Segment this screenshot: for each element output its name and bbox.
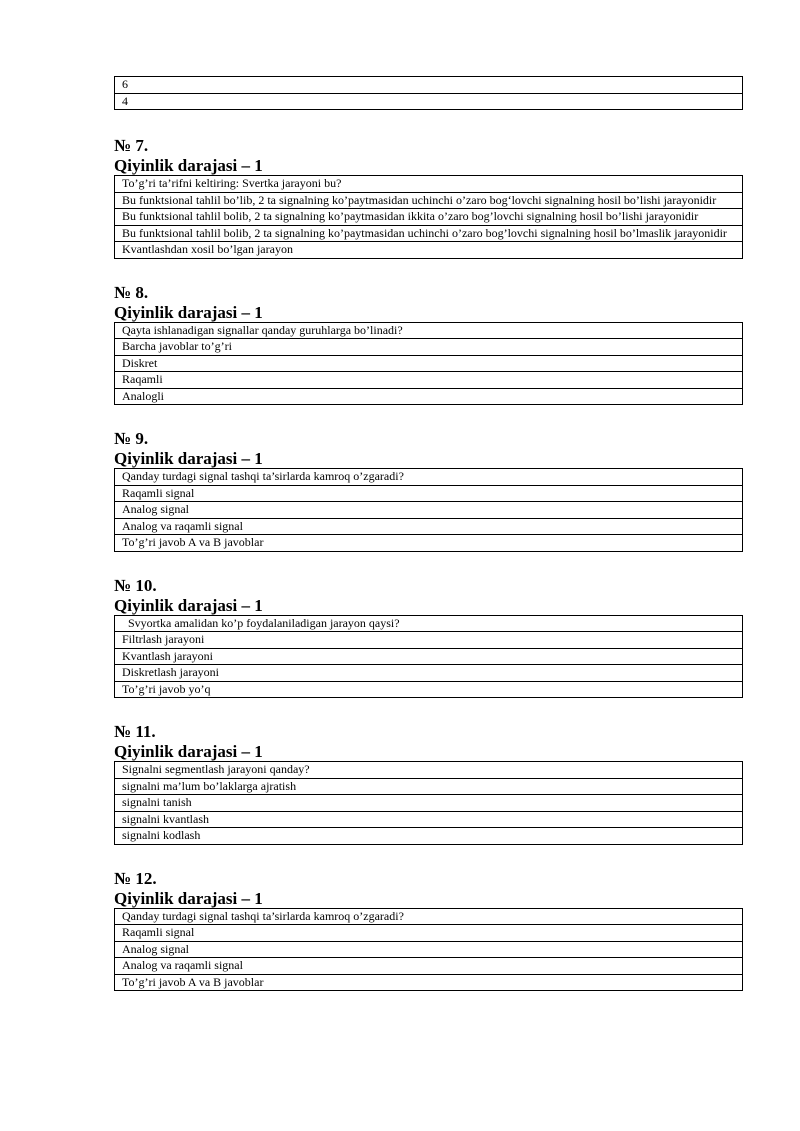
answer-row (115, 941, 743, 958)
answer-option: Bu funktsional tahlil bo’lib, 2 ta signalning ko’paytmasidan uchinchi o’zaro bog‘lovchi signalning hosil bo’lishi jarayonidir (115, 192, 743, 209)
answer-row (115, 518, 743, 535)
question-text: Qanday turdagi signal tashqi ta’sirlarda kamroq o’zgaradi? (115, 469, 743, 486)
question-table (114, 761, 743, 845)
difficulty-level: Qiyinlik darajasi – 1 (114, 888, 263, 908)
answer-option: Filtrlash jarayoni (115, 632, 743, 649)
answer-row (115, 242, 743, 259)
question-number: № 7. (114, 136, 149, 155)
question-number: № 12. (114, 868, 157, 888)
answer-option: Raqamli (115, 372, 743, 389)
question-row (115, 615, 743, 632)
answer-row (115, 355, 743, 372)
question-row (115, 762, 743, 779)
question-row (115, 176, 743, 193)
answer-row (115, 225, 743, 242)
answer-row (115, 925, 743, 942)
difficulty-level: Qiyinlik darajasi – 1 (114, 595, 263, 615)
question-number: № 8. (114, 282, 149, 302)
answer-option: Bu funktsional tahlil bolib, 2 ta signalning ko’paytmasidan uchinchi o’zaro bog’lovchi signalning hosil bo’lmaslik jarayonidir (115, 225, 743, 242)
answer-row (115, 372, 743, 389)
question-text: To’g’ri ta’rifni keltiring: Svertka jarayoni bu? (115, 176, 743, 193)
answer-option: Analog signal (115, 502, 743, 519)
question-table (114, 322, 743, 406)
answer-option: Kvantlash jarayoni (115, 648, 743, 665)
answer-row (115, 209, 743, 226)
question-number: № 11. (114, 722, 156, 741)
table-cell: 6 (115, 77, 743, 94)
difficulty-level: Qiyinlik darajasi – 1 (114, 449, 263, 468)
question-row (115, 908, 743, 925)
question-text: Qayta ishlanadigan signallar qanday guruhlarga bo’linadi? (115, 322, 743, 339)
answer-row (115, 811, 743, 828)
answer-option: To’g’ri javob A va B javoblar (115, 535, 743, 552)
question-block (114, 869, 743, 992)
table-row (115, 77, 743, 94)
question-block (114, 576, 743, 699)
question-block (114, 722, 743, 845)
answer-row (115, 958, 743, 975)
question-row (115, 322, 743, 339)
answer-row (115, 192, 743, 209)
answer-table-top (114, 76, 743, 110)
answer-option: Barcha javoblar to’g’ri (115, 339, 743, 356)
question-table (114, 175, 743, 259)
table-cell: 4 (115, 93, 743, 110)
answer-row (115, 795, 743, 812)
answer-option: To’g’ri javob A va B javoblar (115, 974, 743, 991)
answer-option: Analog signal (115, 941, 743, 958)
table-row (115, 93, 743, 110)
answer-option: Bu funktsional tahlil bolib, 2 ta signalning ko’paytmasidan ikkita o’zaro bog’lovchi signalning hosil bo’lishi jarayonidir (115, 209, 743, 226)
answer-option: Analogli (115, 388, 743, 405)
answer-row (115, 388, 743, 405)
question-table (114, 908, 743, 992)
question-list (114, 136, 743, 991)
answer-option: Analog va raqamli signal (115, 518, 743, 535)
answer-row (115, 339, 743, 356)
answer-option: signalni kodlash (115, 828, 743, 845)
question-block (114, 429, 743, 552)
answer-row (115, 681, 743, 698)
answer-option: To’g’ri javob yo’q (115, 681, 743, 698)
question-text: Qanday turdagi signal tashqi ta’sirlarda kamroq o’zgaradi? (115, 908, 743, 925)
answer-row (115, 974, 743, 991)
question-row (115, 469, 743, 486)
answer-option: Analog va raqamli signal (115, 958, 743, 975)
difficulty-level: Qiyinlik darajasi – 1 (114, 742, 263, 761)
answer-row (115, 502, 743, 519)
answer-option: Raqamli signal (115, 925, 743, 942)
question-text: Svyortka amalidan ko’p foydalaniladigan jarayon qaysi? (115, 615, 743, 632)
question-number: № 9. (114, 429, 149, 448)
answer-option: Diskretlash jarayoni (115, 665, 743, 682)
answer-row (115, 535, 743, 552)
answer-row (115, 485, 743, 502)
document-page (114, 76, 743, 991)
answer-option: signalni ma’lum bo’laklarga ajratish (115, 778, 743, 795)
difficulty-level: Qiyinlik darajasi – 1 (114, 302, 263, 322)
answer-option: signalni tanish (115, 795, 743, 812)
answer-option: Diskret (115, 355, 743, 372)
question-text: Signalni segmentlash jarayoni qanday? (115, 762, 743, 779)
difficulty-level: Qiyinlik darajasi – 1 (114, 156, 263, 175)
question-table (114, 468, 743, 552)
question-number: № 10. (114, 575, 157, 595)
answer-option: signalni kvantlash (115, 811, 743, 828)
answer-row (115, 828, 743, 845)
answer-row (115, 778, 743, 795)
answer-row (115, 665, 743, 682)
answer-row (115, 648, 743, 665)
answer-option: Kvantlashdan xosil bo’lgan jarayon (115, 242, 743, 259)
question-table (114, 615, 743, 699)
question-block (114, 283, 743, 406)
answer-row (115, 632, 743, 649)
question-block (114, 136, 743, 259)
answer-option: Raqamli signal (115, 485, 743, 502)
